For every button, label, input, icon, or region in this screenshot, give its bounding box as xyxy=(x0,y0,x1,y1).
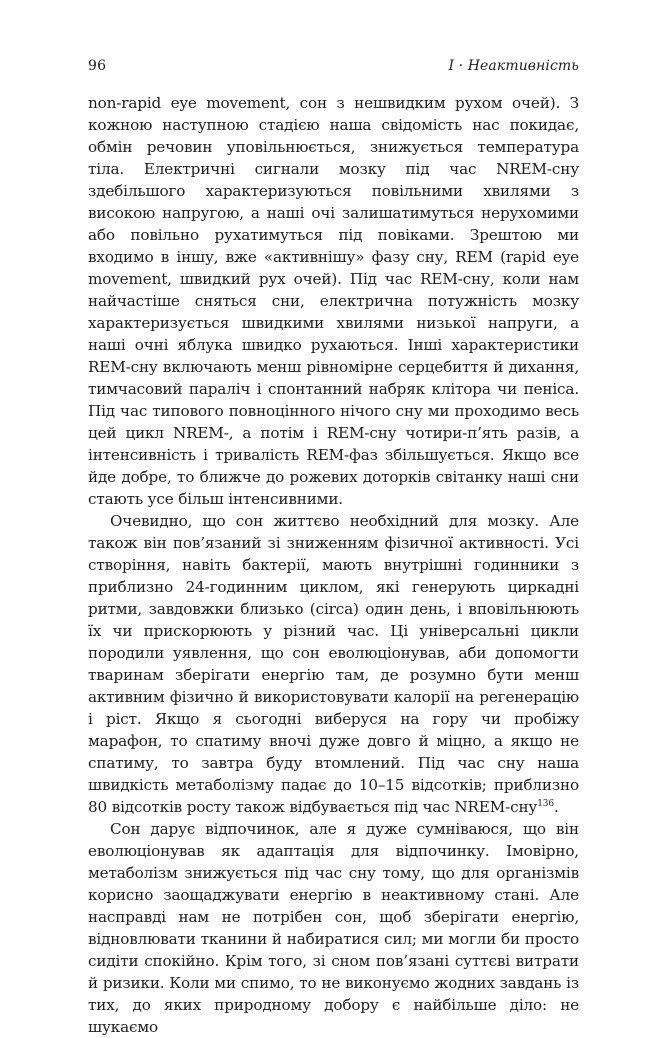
paragraph-2-text: Очевидно, що сон життєво необхідний для мозку. Але також він пов’язаний зі зниженням фізичної активності. Усі створіння, навіть бактерії, мають внутрішні годинники з приблизно 24-годинним циклом, які генерують циркадні ритми, завдовжки близько (circa) один день, і вповільнюють їх чи прискорюють у різний час. Ці універсальні цикли породили уявлення, що сон еволюціонував, аби допомогти тваринам зберігати енергію там, де розумно бути менш активним фізично й використовувати калорії на регенерацію і ріст. Якщо я сьогодні виберуся на гору чи пробіжу марафон, то спатиму вночі дуже довго й міцно, а якщо не спатиму, то завтра буду втомлений. Під час сну наша швидкість метаболізму падає до 10–15 відсотків; приблизно 80 відсотків росту також відбувається під час NREM-сну xyxy=(88,512,579,816)
paragraph-1 xyxy=(88,92,579,510)
paragraph-3 xyxy=(88,818,579,1038)
footnote-reference[interactable]: 136 xyxy=(537,798,554,809)
paragraph-1-text: non-rapid eye movement, сон з нешвидким рухом очей). З кожною наступною стадією наша свідомість нас покидає, обмін речовин уповільнюється, знижується температура тіла. Електричні сигнали мозку під час NREM-сну здебільшого характеризуються повільними хвилями з високою напругою, а наші очі залишатимуться нерухомими або повільно рухатимуться під повіками. Зрештою ми входимо в іншу, вже «активнішу» фазу сну, REM (rapid eye movement, швидкий рух очей). Під час REM-сну, коли нам найчастіше сняться сни, електрична потужність мозку характеризується швидкими хвилями низької напруги, а наші очні яблука швидко рухаються. Інші характеристики REM-сну включають менш рівномірне серцебиття й дихання, тимчасовий параліч і спонтанний набряк клітора чи пеніса. Під час типового повноцінного нічого сну ми проходимо весь цей цикл NREM-, а потім і REM-сну чотири-п’ять разів, а інтенсивність і тривалість REM-фаз збільшується. Якщо все йде добре, то ближче до рожевих доторків світанку наші сни стають усе більш інтенсивними. xyxy=(88,94,579,508)
body-text xyxy=(88,92,579,1038)
page-number: 96 xyxy=(88,58,107,74)
paragraph-2 xyxy=(88,510,579,818)
paragraph-3-text: Сон дарує відпочинок, але я дуже сумніваюся, що він еволюціонував як адаптація для відпочинку. Імовірно, метаболізм знижується під час сну тому, що для організмів корисно заощаджувати енергію в неактивному стані. Але насправді нам не потрібен сон, щоб зберігати енергію, відновлювати тканини й набиратися сил; ми могли би просто сидіти спокійно. Крім того, зі сном пов’язані суттєві витрати й ризики. Коли ми спимо, то не виконуємо жодних завдань із тих, до яких природному добору є найбільше діло: не шукаємо xyxy=(88,820,579,1036)
paragraph-2-tail: . xyxy=(553,798,559,816)
running-head: I · Неактивність xyxy=(448,58,579,74)
page-header xyxy=(88,58,579,82)
